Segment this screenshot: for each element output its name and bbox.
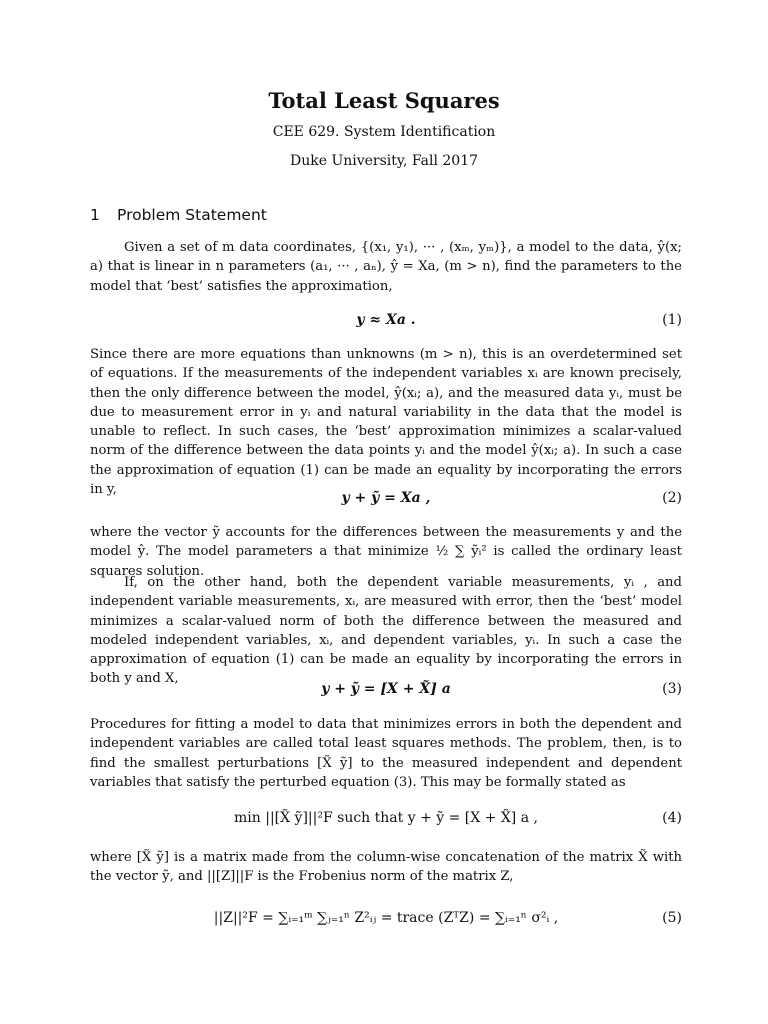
equation-1-number: (1) — [662, 312, 682, 328]
equation-5-body: ||Z||²F = ∑ᵢ₌₁ᵐ ∑ⱼ₌₁ⁿ Z²ᵢⱼ = trace (ZᵀZ) = ∑ᵢ₌₁ⁿ σ²ᵢ , — [213, 910, 559, 926]
equation-2-body: y + ỹ = Xa , — [341, 490, 431, 506]
equation-1 — [90, 312, 682, 336]
paragraph-5: Procedures for fitting a model to data that minimizes errors in both the dependent and independent variables are called total least squares methods. The problem, then, is to find the smallest perturbations [X̃ ỹ] to the measured independent and dependent variables that satisfy the perturbed equation (3). This may be formally stated as — [90, 717, 682, 790]
equation-2-number: (2) — [662, 490, 682, 506]
paragraph-6: where [X̃ ỹ] is a matrix made from the column-wise concatenation of the matrix X̃ with the vector ỹ, and ||[Z]||F is the Frobenius norm of the matrix Z, — [90, 850, 682, 885]
equation-3-number: (3) — [662, 681, 682, 697]
section-number: 1 — [90, 206, 100, 224]
paragraph-2: Since there are more equations than unknowns (m > n), this is an overdetermined set of equations. If the measurements of the independent variables xᵢ are known precisely, then the only difference between the model, ŷ(xᵢ; a), and the measured data yᵢ, must be due to measurement error in yᵢ and natural variability in the data that the model is unable to reflect. In such cases, the ‘best’ approximation minimizes a scalar-valued norm of the difference between the data points yᵢ and the model ŷ(xᵢ; a). In such a case the approximation of equation (1) can be made an equality by incorporating the errors in y, — [90, 347, 682, 498]
equation-4-number: (4) — [662, 810, 682, 826]
equation-5 — [90, 910, 682, 934]
equation-5-number: (5) — [662, 910, 682, 926]
institution-line: Duke University, Fall 2017 — [289, 153, 479, 169]
section-title: Problem Statement — [117, 206, 267, 224]
paragraph-1: Given a set of m data coordinates, {(x₁, y₁), ··· , (xₘ, yₘ)}, a model to the data, ŷ(x; a) that is linear in n parameters (a₁, ··· , aₙ), ŷ = Xa, (m > n), find the parameters to the model that ‘best’ satisfies the approximation, — [90, 240, 682, 294]
section-heading — [90, 206, 267, 224]
course-line: CEE 629. System Identification — [272, 124, 496, 140]
equation-4 — [90, 810, 682, 834]
equation-4-body: min ||[X̃ ỹ]||²F such that y + ỹ = [X + X̃] a , — [234, 810, 538, 826]
equation-3 — [90, 681, 682, 705]
paper-title: Total Least Squares — [268, 88, 500, 113]
paragraph-4: If, on the other hand, both the dependent variable measurements, yᵢ , and independent variable measurements, xᵢ, are measured with error, then the ‘best’ model minimizes a scalar-valued norm of both the difference between the measured and modeled independent variables, xᵢ, and dependent variables, yᵢ. In such a case the approximation of equation (1) can be made an equality by incorporating the errors in both y and X, — [90, 575, 682, 687]
equation-2 — [90, 490, 682, 514]
equation-1-body: y ≈ Xa . — [356, 312, 416, 328]
paragraph-3: where the vector ỹ accounts for the differences between the measurements y and the model ŷ. The model parameters a that minimize ½ ∑ ỹᵢ² is called the ordinary least squares solution. — [90, 525, 682, 579]
equation-3-body: y + ỹ = [X + X̃] a — [321, 681, 451, 697]
